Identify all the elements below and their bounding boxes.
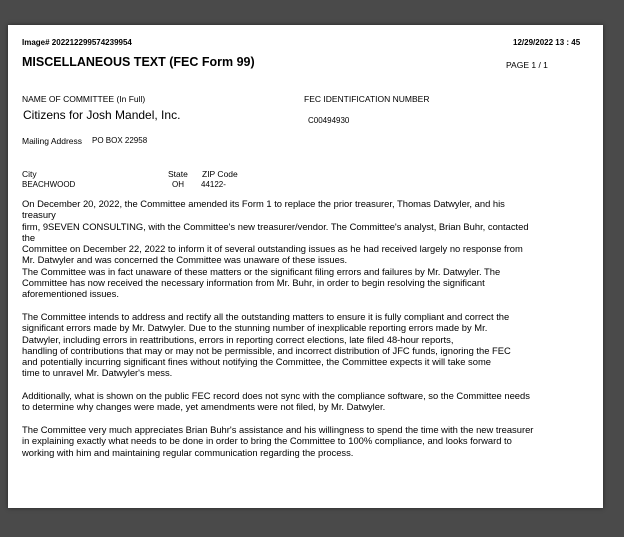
paragraph-gap: [22, 300, 589, 311]
miscellaneous-text-body: [22, 198, 589, 458]
mailing-address: PO BOX 22958: [92, 136, 148, 145]
paragraph-1: [22, 198, 589, 300]
paragraph-3: [22, 390, 589, 413]
text-line: the: [22, 231, 36, 243]
text-line: Datwyler, including errors in reattributions, errors in reporting correct elections, late filed 48-hour reports,: [22, 333, 454, 345]
mailing-address-label: Mailing Address: [22, 136, 83, 146]
fec-id: C00494930: [308, 116, 350, 125]
committee-name: Citizens for Josh Mandel, Inc.: [23, 108, 181, 122]
text-line: significant errors made by Mr. Datwyler. Due to the stunning number of inexplicable reporting errors made by Mr.: [22, 322, 488, 334]
state: OH: [172, 180, 184, 189]
paragraph-gap: [22, 413, 589, 424]
document-page: [8, 25, 603, 508]
state-label: State: [168, 169, 188, 179]
zip-code: 44122-: [201, 180, 226, 189]
text-line: The Committee very much appreciates Brian Buhr's assistance and his willingness to spend the time with the new treasurer: [22, 423, 534, 435]
zip-label: ZIP Code: [202, 169, 238, 179]
report-datetime: 12/29/2022 13 : 45: [513, 38, 581, 47]
text-line: time to unravel Mr. Datwyler's mess.: [22, 367, 173, 379]
text-line: to determine why changes were made, yet amendments were not filed, by Mr. Datwyler.: [22, 401, 386, 413]
paragraph-4: [22, 424, 589, 458]
text-line: working with him and maintaining regular communication regarding the process.: [22, 446, 354, 458]
paragraph-2: [22, 311, 589, 379]
text-line: in explaining exactly what needs to be done in order to bring the Committee to 100% compliance, and looks forward to: [22, 435, 512, 447]
text-line: firm, 9SEVEN CONSULTING, with the Committee's new treasurer/vendor. The Committee's analyst, Brian Buhr, contacted: [22, 220, 529, 232]
text-line: treasury: [22, 209, 56, 221]
paragraph-gap: [22, 379, 589, 390]
committee-name-label: NAME OF COMMITTEE (In Full): [22, 94, 146, 104]
text-line: The Committee was in fact unaware of these matters or the significant filing errors and failures by Mr. Datwyler. The: [22, 265, 501, 277]
text-line: Committee on December 22, 2022 to inform it of several outstanding issues as he had received largely no response from: [22, 243, 523, 255]
text-line: On December 20, 2022, the Committee amended its Form 1 to replace the prior treasurer, Thomas Datwyler, and his: [22, 198, 505, 209]
text-line: The Committee intends to address and rectify all the outstanding matters to ensure it is fully compliant and correct the: [22, 310, 510, 322]
form-title: MISCELLANEOUS TEXT (FEC Form 99): [22, 55, 255, 69]
text-line: Additionally, what is shown on the public FEC record does not sync with the compliance software, so the Committee needs: [22, 390, 530, 402]
fec-id-label: FEC IDENTIFICATION NUMBER: [304, 94, 430, 104]
city-label: City: [22, 169, 37, 179]
text-line: handling of contributions that may or may not be permissible, and incorrect distribution of JFC funds, ignoring the FEC: [22, 344, 511, 356]
page-number: PAGE 1 / 1: [506, 60, 548, 70]
city: BEACHWOOD: [22, 180, 76, 189]
text-line: Committee has now received the necessary information from Mr. Buhr, in order to begin resolving the significant: [22, 277, 485, 289]
text-line: and potentially incurring significant fines without notifying the Committee, the Committee expects it will take some: [22, 356, 491, 368]
text-line: Mr. Datwyler and was concerned the Committee was unaware of these issues.: [22, 254, 348, 266]
text-line: aforementioned issues.: [22, 288, 119, 300]
image-id: Image# 202212299574239954: [22, 38, 132, 47]
